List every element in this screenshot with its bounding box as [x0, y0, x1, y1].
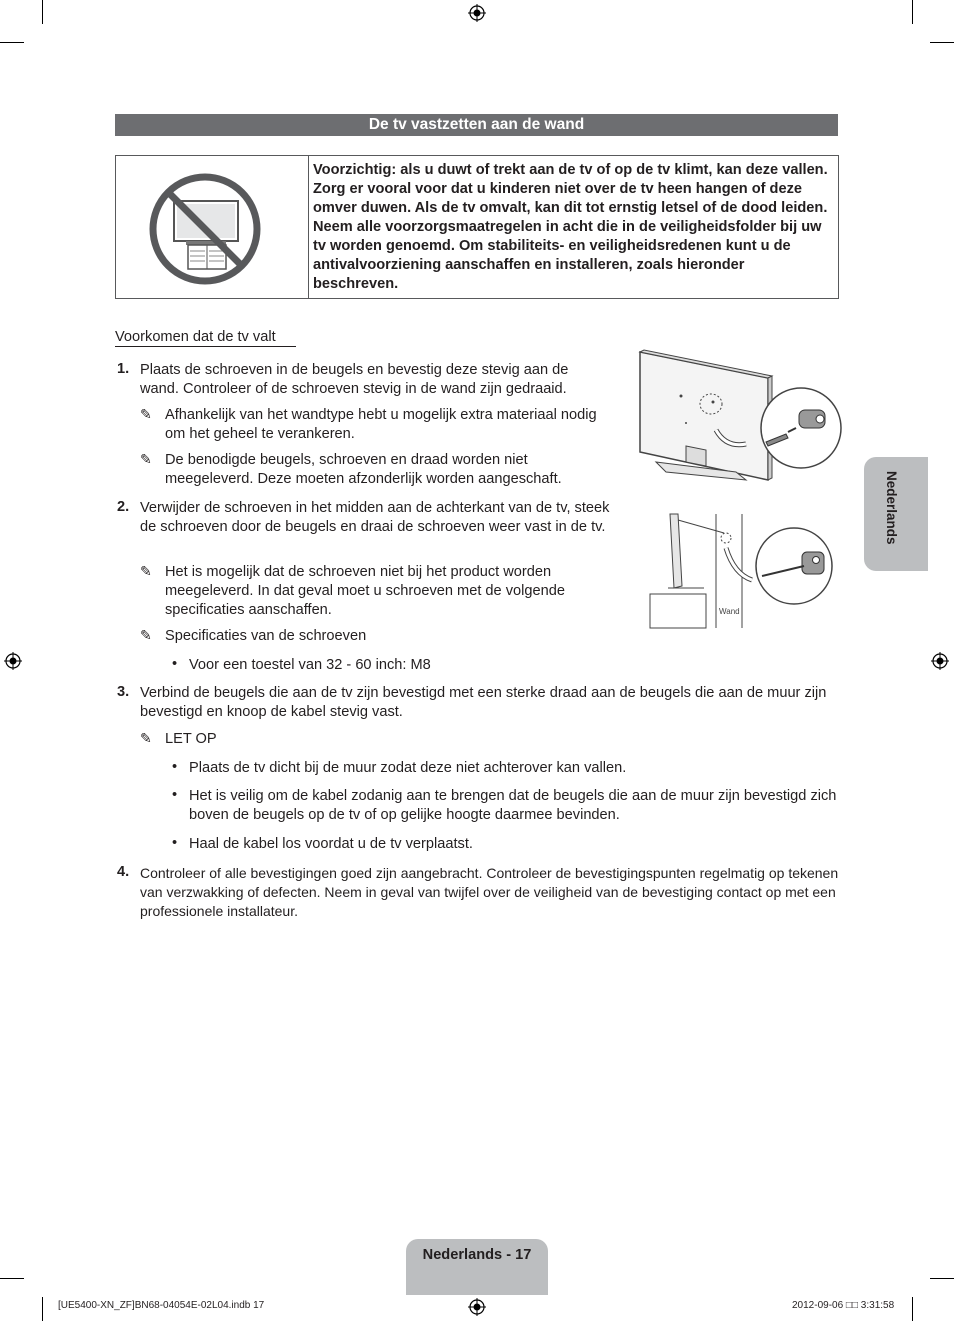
bullet-dot: •	[172, 787, 178, 803]
pencil-note-icon: ✎	[140, 451, 152, 467]
crop-mark	[42, 0, 43, 24]
step-number: 2.	[117, 499, 130, 515]
crop-mark	[0, 1278, 24, 1279]
bullet-dot: •	[172, 759, 178, 775]
sub-heading-underline	[115, 346, 296, 347]
tv-back-bracket-illustration	[636, 348, 842, 483]
step-note: Het is mogelijk dat de schroeven niet bij het product worden meegeleverd. In dat geval moet u schroeven met de volgende specificaties aanschaffen.	[165, 564, 565, 618]
bullet-text: Voor een toestel van 32 - 60 inch: M8	[189, 657, 431, 673]
step-number: 4.	[117, 864, 130, 880]
bullet-dot: •	[172, 656, 178, 672]
section-title: De tv vastzetten aan de wand	[115, 114, 838, 136]
footer-date: 2012-09-06 □□ 3:31:58	[792, 1300, 895, 1311]
step-text: Verwijder de schroeven in het midden aan de achterkant van de tv, steek de schroeven door de beugels en draai de schroeven weer vast in de tv.	[140, 500, 610, 535]
sub-heading: Voorkomen dat de tv valt	[115, 329, 276, 345]
step-note: Specificaties van de schroeven	[165, 628, 367, 644]
step-note: De benodigde beugels, schroeven en draad worden niet meegeleverd. Deze moeten afzonderlijk worden aangeschaft.	[165, 452, 562, 487]
crop-mark	[912, 1297, 913, 1321]
page-footer-tab	[406, 1239, 548, 1295]
pencil-note-icon: ✎	[140, 730, 152, 746]
bullet-dot: •	[172, 835, 178, 851]
step-number: 1.	[117, 361, 130, 377]
step-text: Plaats de schroeven in de beugels en bevestig deze stevig aan de wand. Controleer of de schroeven stevig in de wand zijn gedraaid.	[140, 362, 569, 397]
registration-mark-icon	[4, 652, 22, 670]
crop-mark	[930, 1278, 954, 1279]
step-number: 3.	[117, 684, 130, 700]
bullet-text: Plaats de tv dicht bij de muur zodat deze niet achterover kan vallen.	[189, 760, 627, 776]
step-text: Controleer of alle bevestigingen goed zijn aangebracht. Controleer de bevestigingspunten regelmatig op tekenen van verzwakking of defecten. Neem in geval van twijfel over de veiligheid van de bevestiging contact op met een professionele installateur.	[140, 865, 839, 919]
tv-side-wall-illustration	[644, 508, 844, 630]
bullet-text: Haal de kabel los voordat u de tv verplaatst.	[189, 836, 473, 852]
warning-box	[115, 155, 839, 299]
crop-mark	[42, 1297, 43, 1321]
page-number: Nederlands - 17	[422, 1247, 532, 1263]
footer-file-info: [UE5400-XN_ZF]BN68-04054E-02L04.indb 17	[58, 1300, 265, 1311]
crop-mark	[912, 0, 913, 24]
registration-mark-icon	[931, 652, 949, 670]
no-climbing-illustration	[116, 156, 309, 298]
bullet-text: Het is veilig om de kabel zodanig aan te brengen dat de beugels die aan de muur zijn bevestigd zich boven de beugels op de tv of op gelijke hoogte daarmee bevinden.	[189, 788, 837, 823]
registration-mark-icon	[468, 4, 486, 22]
warning-text: Voorzichtig: als u duwt of trekt aan de tv of op de tv klimt, kan deze vallen. Zorg er vooral voor dat u kinderen niet over de tv heen hangen of deze omver duwen. Als de tv omvalt, kan dit tot ernstig letsel of de dood leiden. Neem alle voorzorgsmaatregelen in acht die in de veiligheidsfolder bij uw tv worden genoemd. Om stabiliteits- en veiligheidsredenen kunt u de antivalvoorziening aanschaffen en installeren, zoals hieronder beschreven.	[313, 162, 828, 292]
side-tab-label: Nederlands	[884, 471, 899, 545]
step-note: LET OP	[165, 731, 217, 747]
step-text: Verbind de beugels die aan de tv zijn bevestigd met een sterke draad aan de beugels die aan de muur zijn bevestigd en knoop de kabel stevig vast.	[140, 685, 827, 720]
crop-mark	[930, 42, 954, 43]
step-note: Afhankelijk van het wandtype hebt u mogelijk extra materiaal nodig om het geheel te verankeren.	[165, 407, 597, 442]
prohibited-tv-icon	[116, 156, 308, 298]
pencil-note-icon: ✎	[140, 406, 152, 422]
registration-mark-icon	[468, 1298, 486, 1316]
crop-mark	[0, 42, 24, 43]
language-side-tab	[864, 457, 928, 571]
pencil-note-icon: ✎	[140, 627, 152, 643]
wall-label: Wand	[719, 607, 740, 616]
pencil-note-icon: ✎	[140, 563, 152, 579]
